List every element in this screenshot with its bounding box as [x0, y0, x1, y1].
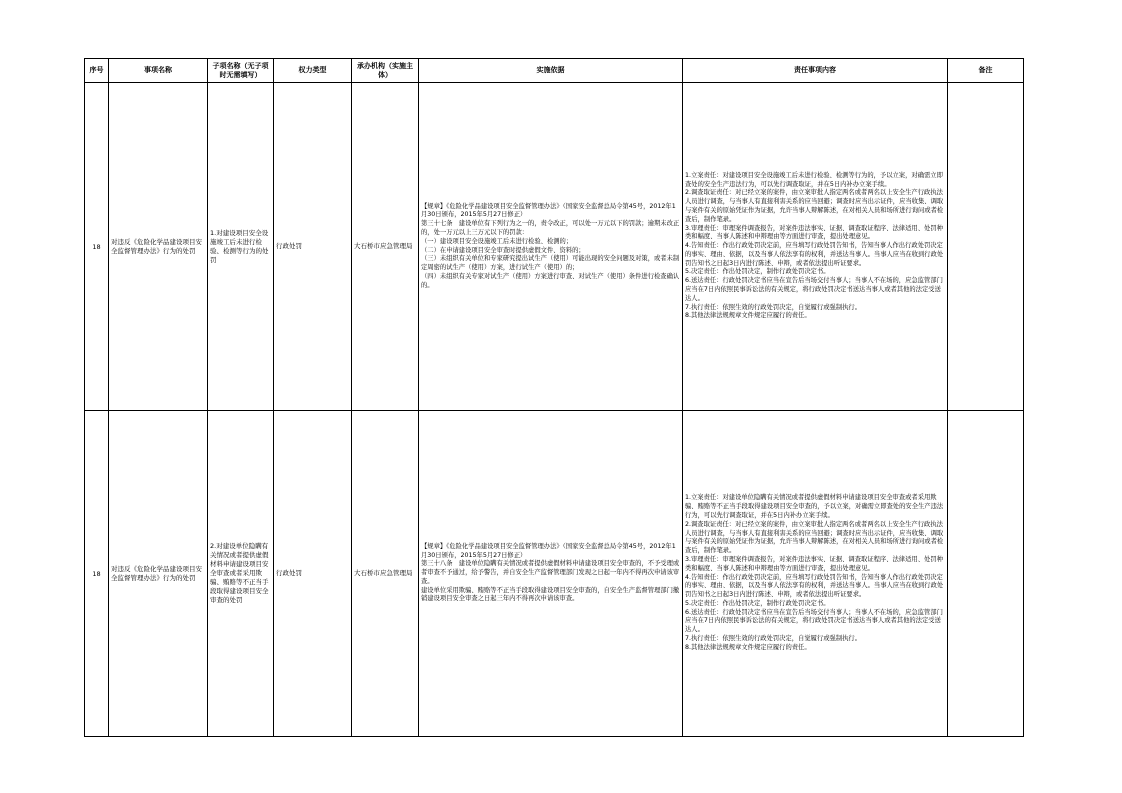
responsibility-line: 4.告知责任：作出行政处罚决定前，应当填写行政处罚告知书，告知当事人作出行政处罚决定的事实、理由、依据，以及当事人依法享有的权利，并送达当事人。当事人应当在收到行政处罚告知书之日起3日内进行陈述、申辩，或者依法提出听证要求。 — [685, 242, 944, 267]
row-number: 18 — [85, 411, 109, 737]
responsibility-line: 1.立案责任：对建设单位隐瞒有关情况或者提供虚假材料申请建设项目安全审查或者采用欺骗、贿赂等不正当手段取得建设项目安全审查的，予以立案，对确需立即查处的安全生产违法行为，可以先行调查取证，并在5日内补办立案手续。 — [685, 494, 944, 519]
header-basis: 实施依据 — [419, 59, 683, 83]
table-row — [85, 83, 1024, 411]
header-remarks: 备注 — [948, 59, 1024, 83]
remarks — [948, 83, 1024, 411]
header-power-type: 权力类型 — [274, 59, 352, 83]
header-agency: 承办机构（实施主体） — [352, 59, 419, 83]
responsibility-line: 8.其他法律法规规章文件规定应履行的责任。 — [685, 312, 811, 320]
basis-line: 建设单位采用欺骗、贿赂等不正当手段取得建设项目安全审查的，自安全生产监督管理部门撤销建设项目安全审查之日起三年内不得再次申请该审查。 — [421, 586, 680, 603]
basis-line: 第三十七条 建设单位有下列行为之一的，责令改正，可以处一万元以下的罚款；逾期未改正的，处一万元以上三万元以下的罚款： — [421, 220, 680, 236]
table-row — [85, 411, 1024, 737]
row-number: 18 — [85, 83, 109, 411]
basis-line: （一）建设项目安全设施竣工后未进行检验、检测的； — [421, 237, 573, 245]
responsibility-line: 6.送达责任：行政处罚决定书应当在宣告后当场交付当事人；当事人不在场的，应急监管部门应当在7日内依照民事诉讼法的有关规定，将行政处罚决定书送达当事人或者其他的法定受送达人。 — [685, 608, 943, 634]
responsibility-line: 7.执行责任：依照生效的行政处罚决定，自觉履行或强制执行。 — [685, 303, 862, 311]
responsibility-line: 3.审理责任：审理案件调查报告，对案件违法事实、证据、调查取证程序、法律适用、处罚种类和幅度、当事人陈述和申辩理由等方面进行审查，提出处理意见。 — [685, 555, 943, 572]
basis-line: 【规章】《危险化学品建设项目安全监督管理办法》（国家安全监督总局令第45号，2012年1月30日颁布，2015年5月27日修正） — [421, 542, 676, 559]
responsibility-line: 4.告知责任：作出行政处罚决定前，应当填写行政处罚告知书，告知当事人作出行政处罚决定的事实、理由、依据，以及当事人依法享有的权利，并送达当事人。当事人应当在收到行政处罚告知书之日起3日内进行陈述、申辩，或者依法提出听证要求。 — [685, 573, 944, 599]
header-responsibility: 责任事项内容 — [683, 59, 948, 83]
sub-item-name: 1.对建设项目安全设施竣工后未进行检验、检测等行为的处罚 — [208, 83, 274, 411]
agency: 大石桥市应急管理局 — [352, 411, 419, 737]
header-sub-item: 子项名称（无子项时无需填写） — [208, 59, 274, 83]
power-type: 行政处罚 — [274, 83, 352, 411]
responsibility-content — [683, 411, 948, 737]
header-row — [85, 59, 1024, 83]
legal-basis — [419, 411, 683, 737]
header-item-name: 事项名称 — [109, 59, 208, 83]
header-no: 序号 — [85, 59, 109, 83]
item-name: 对违反《危险化学品建设项目安全监督管理办法》行为的处罚 — [109, 83, 208, 411]
responsibility-line: 2.调查取证责任：对已经立案的案件，由立案审批人指定两名或者两名以上安全生产行政执法人员进行调查，与当事人有直接利害关系的应当回避；调查时应当出示证件，应当收集、调取与案件有关的原始凭证作为证据，允许当事人辩解陈述，在对相关人员和场所进行询问或者检查后，制作笔录。 — [685, 520, 944, 555]
responsibility-line: 6.送达责任：行政处罚决定书应当在宣告后当场交付当事人；当事人不在场的，应急监管部门应当在7日内依照民事诉讼法的有关规定，将行政处罚决定书送达当事人或者其他的法定受送达人。 — [685, 277, 943, 302]
responsibility-line: 7.执行责任：依照生效的行政处罚决定，自觉履行或强制执行。 — [685, 635, 862, 643]
basis-line: 【规章】《危险化学品建设项目安全监督管理办法》（国家安全监督总局令第45号，2012年1月30日颁布，2015年5月27日修正） — [421, 202, 676, 219]
agency: 大石桥市应急管理局 — [352, 83, 419, 411]
legal-basis — [419, 83, 683, 411]
power-list-table — [84, 58, 1024, 737]
responsibility-line: 2.调查取证责任：对已经立案的案件，由立案审批人指定两名或者两名以上安全生产行政执法人员进行调查，与当事人有直接利害关系的应当回避；调查时应当出示证件，应当收集、调取与案件有关的原始凭证作为证据，允许当事人辩解陈述，在对相关人员和场所进行询问或者检查后，制作笔录。 — [685, 189, 944, 223]
responsibility-line: 8.其他法律法规规章文件规定应履行的责任。 — [685, 643, 811, 651]
power-type: 行政处罚 — [274, 411, 352, 737]
responsibility-content — [683, 83, 948, 411]
responsibility-line: 3.审理责任：审理案件调查报告，对案件违法事实、证据、调查取证程序、法律适用、处罚种类和幅度、当事人陈述和申辩理由等方面进行审查，提出处理意见。 — [685, 224, 943, 241]
item-name: 对违反《危险化学品建设项目安全监督管理办法》行为的处罚 — [109, 411, 208, 737]
basis-line: （三）未组织有关单位和专家研究提出试生产（使用）可能出现的安全问题及对策，或者未制定周密的试生产（使用）方案，进行试生产（使用）的； — [421, 255, 680, 272]
responsibility-line: 1.立案责任：对建设项目安全设施竣工后未进行检验、检测等行为的，予以立案，对确需立即查处的安全生产违法行为，可以先行调查取证，并在5日内补办立案手续。 — [685, 171, 943, 188]
remarks — [948, 411, 1024, 737]
sub-item-name: 2.对建设单位隐瞒有关情况或者提供虚假材料申请建设项目安全审查或者采用欺骗、贿赂等不正当手段取得建设项目安全审查的处罚 — [208, 411, 274, 737]
basis-line: （四）未组织有关专家对试生产（使用）方案进行审查、对试生产（使用）条件进行检查确认的。 — [421, 272, 680, 289]
basis-line: （二）在申请建设项目安全审查时提供虚假文件、资料的； — [421, 246, 585, 254]
responsibility-line: 5.决定责任：作出处罚决定，制作行政处罚决定书。 — [685, 599, 830, 607]
basis-line: 第三十八条 建设单位隐瞒有关情况或者提供虚假材料申请建设项目安全审查的，不予受理或者审查不予通过，给予警告，并自安全生产监督管理部门发现之日起一年内不得再次申请该审查。 — [421, 560, 680, 585]
responsibility-line: 5.决定责任：作出处罚决定，制作行政处罚决定书。 — [685, 268, 830, 276]
